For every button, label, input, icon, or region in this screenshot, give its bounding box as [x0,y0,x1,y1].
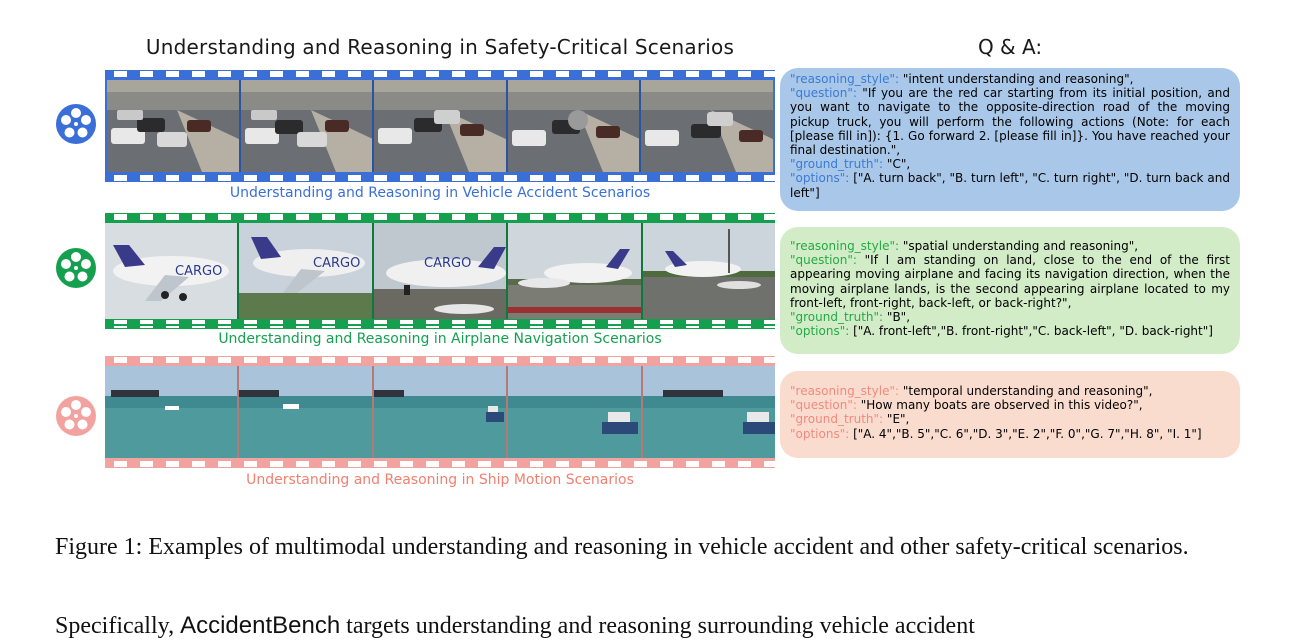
question-value: "How many boats are observed in this video?", [860,398,1143,413]
question-value: "If I am standing on land, close to the end of the first appearing moving airplane and facing its navigation direction, when the moving airplane lands, is the second appearing airplane located to my front-left, front-right, back-left, or back-right?", [790,253,1230,310]
options-key: "options": [790,171,854,186]
ground-truth-key: "ground_truth": [790,412,887,427]
question-key: "question": [790,86,863,101]
airplane-qa-box [780,227,1240,354]
ground-truth-value: "C", [886,157,911,172]
benchmark-name: AccidentBench [180,612,341,639]
options-value: ["A. front-left","B. front-right","C. back-left", "D. back-right"] [853,324,1213,339]
options-value: ["A. 4","B. 5","C. 6","D. 3","E. 2","F. 0","G. 7","H. 8", "I. 1"] [853,426,1202,441]
question-key: "question": [790,253,865,268]
video-frame [105,223,239,319]
film-reel-icon [55,395,97,437]
body-text-prefix: Specifically, [55,613,181,639]
reasoning-style-key: "reasoning_style": [790,72,903,86]
ground-truth-key: "ground_truth": [790,157,887,172]
video-frame [374,223,508,319]
figure-left-title: Understanding and Reasoning in Safety-Critical Scenarios [145,35,735,59]
ground-truth-value: "E", [886,412,910,427]
reasoning-style-key: "reasoning_style": [790,384,903,398]
figure-caption: Figure 1: Examples of multimodal understanding and reasoning in vehicle accident and other safety-critical scenarios. [55,534,1189,560]
ship-caption: Understanding and Reasoning in Ship Motion Scenarios [246,472,634,488]
vehicle-film-strip [105,70,775,182]
film-reel-icon [55,103,97,145]
video-frame [239,366,373,458]
video-frame [107,80,241,172]
cargo-text: CARGO [313,256,361,271]
ship-qa-box [780,371,1240,458]
qa-title: Q & A: [977,35,1043,59]
video-frame [241,80,375,172]
reasoning-style-value: "temporal understanding and reasoning", [902,384,1153,398]
film-reel-icon [55,247,97,289]
reasoning-style-value: "spatial understanding and reasoning", [902,239,1139,253]
video-frame [641,80,773,172]
options-value: ["A. turn back", "B. turn left", "C. turn right", "D. turn back and left"] [790,171,1230,200]
video-frame [643,223,775,319]
video-frame [508,366,642,458]
airplane-film-strip [105,213,775,329]
body-text-suffix: targets understanding and reasoning surrounding vehicle accident [340,613,975,639]
video-frame [508,80,642,172]
body-text-line [55,612,1245,640]
vehicle-caption: Understanding and Reasoning in Vehicle Accident Scenarios [229,185,651,201]
vehicle-qa-box [780,68,1240,211]
question-value: "If you are the red car starting from its initial position, and you want to navigate to the opposite-direction road of the moving pickup truck, you will perform the following actions (Note: for each [please fill in]): {1. Go forward 2. [please fill in]}. You have reached your final destination.", [790,86,1230,158]
video-frame [374,366,508,458]
reasoning-style-key: "reasoning_style": [790,239,903,253]
video-frame [374,80,508,172]
cargo-text: CARGO [423,256,472,271]
airplane-caption: Understanding and Reasoning in Airplane Navigation Scenarios [218,331,662,347]
options-key: "options": [790,426,854,441]
cargo-text: CARGO [175,264,223,279]
ground-truth-key: "ground_truth": [790,310,887,325]
options-key: "options": [790,324,854,339]
video-frame [508,223,642,319]
video-frame [105,366,239,458]
reasoning-style-value: "intent understanding and reasoning", [902,72,1134,86]
question-key: "question": [790,398,861,413]
ship-film-strip [105,356,775,468]
video-frame [239,223,373,319]
ground-truth-value: "B", [886,310,911,325]
video-frame [643,366,775,458]
